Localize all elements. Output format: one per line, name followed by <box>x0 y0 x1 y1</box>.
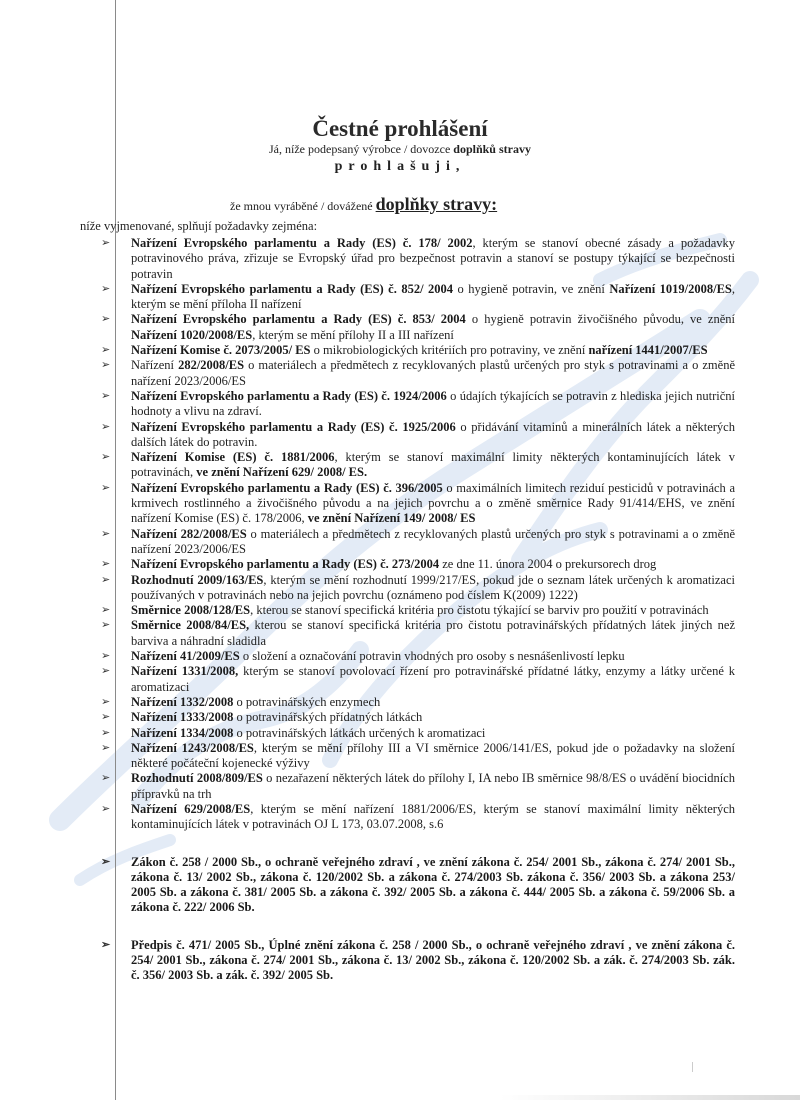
regulation-item <box>0 481 800 527</box>
arrowhead-bullet-icon: ➢ <box>101 451 111 464</box>
scan-edge-shadow <box>500 1095 800 1100</box>
arrowhead-bullet-icon: ➢ <box>101 650 111 663</box>
regulation-item <box>0 420 800 451</box>
item-text: o ochraně veřejného zdraví , ve znění <box>261 854 472 869</box>
item-text: o maximálních limitech reziduí pesticidů v potravinách a krmivech rostlinného a živočišného původu a na jejich povrchu a o změně směrnice Rady 91/414/EHS, ve znění nařízení Komise (ES) č. 178/2006, <box>131 480 735 526</box>
regulation-item <box>0 527 800 558</box>
item-bold-text: Nařízení Evropského parlamentu a Rady (ES) č. 1924/2006 <box>131 388 447 403</box>
regulation-item <box>0 389 800 420</box>
regulation-item <box>0 664 800 695</box>
item-text: o nezařazení některých látek do přílohy I, IA nebo IB směrnice 98/8/ES o uvádění biocidních přípravků na trh <box>131 771 735 801</box>
regulation-item <box>0 726 800 741</box>
arrowhead-bullet-icon: ➢ <box>101 741 111 754</box>
item-text: o hygieně potravin, ve znění <box>453 281 610 296</box>
item-text: o údajích týkajících se potravin z hlediska jejich nutriční hodnoty a vlivu na zdraví. <box>131 388 735 419</box>
arrowhead-bullet-icon: ➢ <box>101 313 111 326</box>
arrowhead-bullet-icon: ➢ <box>101 344 111 357</box>
regulation-item <box>0 573 800 604</box>
arrowhead-bullet-icon: ➢ <box>101 604 111 617</box>
item-bold-text: Nařízení 629/2008/ES <box>131 801 251 816</box>
item-text: kterým se stanoví povolovací řízení pro potravinářské přídatné látky, enzymy a látky určené k aromatizaci <box>131 664 736 694</box>
law-item <box>0 855 800 916</box>
arrowhead-bullet-icon: ➢ <box>101 420 111 433</box>
regulation-item <box>0 771 800 802</box>
item-bold-text: Nařízení Evropského parlamentu a Rady (ES) č. 396/2005 <box>131 480 443 495</box>
item-text: , kterým se mění rozhodnutí 1999/217/ES, pokud jde o seznam látek určených k aromatizaci používaných v potravinách nebo na jejich povrchu (oznámeno pod číslem K(2009) 1222) <box>131 572 735 602</box>
item-bold-text-2: zákona č. 254/ 2001 Sb., zákona č. 274/ 2001 Sb., zákona č. 13/ 2002 Sb., zákona č. 120/2002 Sb. a zákona č. 274/2003 Sb. zákona č. 356/ 2003 Sb. a zákona 253/ 2005 Sb. a zákona č. 381/ 2005 Sb. a zákona č. 392/ 2005 Sb. a zákona č. 444/ 2005 Sb. a zákona č. 59/2006 Sb. a zákona č. 222/ 2006 Sb. <box>131 854 735 915</box>
item-bold-text: Směrnice 2008/84/ES, <box>131 618 250 633</box>
arrowhead-bullet-icon: ➢ <box>101 772 111 785</box>
item-bold-text: Nařízení 282/2008/ES <box>131 526 247 541</box>
item-bold-text-2: zákona č. 254/ 2001 Sb., zákona č. 274/ 2001 Sb., zákona č. 13/ 2002 Sb., zákona č. 120/2002 Sb. a zák. č. 274/2003 Sb. zák. č. 356/ 2003 Sb. a zák. č. 392/ 2005 Sb. <box>131 937 735 983</box>
arrowhead-bullet-icon: ➢ <box>101 527 111 540</box>
item-text: o potravinářských enzymech <box>233 694 381 709</box>
item-bold-text: Nařízení 1331/2008, <box>131 664 239 679</box>
regulation-item <box>0 695 800 710</box>
item-bold-text: Nařízení Evropského parlamentu a Rady (ES) č. 273/2004 <box>131 557 440 572</box>
products-statement-emphasis: doplňky stravy: <box>375 194 498 214</box>
item-bold-text: Nařízení Evropského parlamentu a Rady (ES) č. 852/ 2004 <box>131 281 454 296</box>
products-statement <box>230 194 497 215</box>
item-bold-text: Nařízení 1243/2008/ES <box>131 740 254 755</box>
regulation-item <box>0 343 800 358</box>
item-text: , kterou se stanoví specifická kritéria pro čistotu týkající se barviv pro použití v potravinách <box>250 603 709 618</box>
item-text: o materiálech a předmětech z recyklovaných plastů určených pro styk s potravinami a o změně nařízení 2023/2006/ES <box>131 526 735 556</box>
arrowhead-bullet-icon: ➢ <box>101 619 111 632</box>
item-text: , kterým se mění přílohy III a VI směrnice 2006/141/ES, pokud jde o požadavky na složení některé počáteční kojenecké výživy <box>131 740 735 771</box>
item-bold-text-2: Nařízení 1020/2008/ES <box>131 327 253 342</box>
page-title: Čestné prohlášení <box>312 116 488 141</box>
section-spacer <box>0 833 800 855</box>
item-bold-text: Nařízení 41/2009/ES <box>131 649 240 664</box>
regulation-item <box>0 741 800 772</box>
item-text: o ochraně veřejného zdraví , ve znění <box>471 937 685 952</box>
item-text: o přidávání vitaminů a minerálních látek a některých dalších látek do potravin. <box>131 419 735 449</box>
item-bold-text-2: Nařízení 1019/2008/ES <box>609 281 732 296</box>
item-text: o složení a označování potravin vhodných pro osoby s nesnášenlivostí lepku <box>239 649 625 664</box>
item-text-2: o materiálech a předmětech z recyklovaných plastů určených pro styk s potravinami a o změně nařízení 2023/2006/ES <box>131 358 735 388</box>
item-text: , kterým se stanoví maximální limity některých kontaminujících látek v potravinách, <box>131 450 735 480</box>
arrowhead-bullet-icon: ➢ <box>101 938 111 951</box>
regulation-item <box>0 603 800 618</box>
item-bold-text-2: ve znění Nařízení 629/ 2008/ ES. <box>196 465 368 480</box>
declaration-verb: prohlašuji, <box>334 159 466 174</box>
regulation-item <box>0 618 800 649</box>
regulation-item <box>0 312 800 343</box>
arrowhead-bullet-icon: ➢ <box>101 695 111 708</box>
arrowhead-bullet-icon: ➢ <box>101 573 111 586</box>
regulation-item <box>0 358 800 389</box>
section-spacer <box>0 916 800 938</box>
arrowhead-bullet-icon: ➢ <box>101 389 111 402</box>
item-text: , kterým se mění nařízení 1881/2006/ES, kterým se stanoví maximální limity některých kontaminujících látek v potravinách OJ L 173, 03.07.2008, s.6 <box>131 801 735 832</box>
item-bold-text-2: ve znění Nařízení 149/ 2008/ ES <box>307 511 476 526</box>
item-bold-text: Nařízení Evropského parlamentu a Rady (ES) č. 1925/2006 <box>131 419 456 434</box>
arrowhead-bullet-icon: ➢ <box>101 282 111 295</box>
arrowhead-bullet-icon: ➢ <box>101 711 111 724</box>
products-statement-text: že mnou vyráběné / dovážené <box>230 199 376 213</box>
arrowhead-bullet-icon: ➢ <box>101 237 111 249</box>
item-bold-text: Nařízení 1334/2008 <box>131 725 234 740</box>
item-bold-text-2: 282/2008/ES <box>178 358 245 373</box>
subtitle <box>0 142 800 157</box>
item-text-2: , kterým se mění přílohy II a III nařízení <box>252 327 454 342</box>
regulation-item <box>0 710 800 725</box>
regulation-item <box>0 649 800 664</box>
regulation-item <box>0 236 800 282</box>
subtitle-text: Já, níže podepsaný výrobce / dovozce <box>269 142 454 156</box>
item-text: Nařízení <box>131 358 179 373</box>
scan-mark <box>692 1062 693 1072</box>
arrowhead-bullet-icon: ➢ <box>101 802 111 815</box>
arrowhead-bullet-icon: ➢ <box>101 855 111 868</box>
item-text: ze dne 11. února 2004 o prekursorech drog <box>439 557 657 572</box>
item-bold-text: Nařízení Evropského parlamentu a Rady (ES) č. 178/ 2002 <box>131 236 473 250</box>
regulation-item <box>0 802 800 833</box>
item-text: kterou se stanoví specifická kritéria pro čistotu potravinářských přídatných látek jiných než barviva a náhradní sladidla <box>131 618 735 648</box>
regulation-item <box>0 282 800 313</box>
item-text: o potravinářských látkách určených k aromatizaci <box>233 725 486 740</box>
item-bold-text: Nařízení Komise (ES) č. 1881/2006 <box>131 450 335 465</box>
regulations-list <box>0 236 800 984</box>
item-text: o hygieně potravin živočišného původu, ve znění <box>465 312 735 327</box>
arrowhead-bullet-icon: ➢ <box>101 726 111 739</box>
item-bold-text: Nařízení Komise č. 2073/2005/ ES <box>131 343 311 358</box>
regulation-item <box>0 450 800 481</box>
item-bold-text: Rozhodnutí 2008/809/ES <box>131 771 263 786</box>
item-bold-text: Rozhodnutí 2009/163/ES <box>131 572 264 587</box>
item-text: o potravinářských přídatných látkách <box>233 710 423 725</box>
item-bold-text: Předpis č. 471/ 2005 Sb., Úplné znění zákona č. 258 / 2000 Sb., <box>131 937 472 952</box>
arrowhead-bullet-icon: ➢ <box>101 359 111 372</box>
item-bold-text: Směrnice 2008/128/ES <box>131 603 251 618</box>
item-bold-text: Nařízení Evropského parlamentu a Rady (ES) č. 853/ 2004 <box>131 312 466 327</box>
law-item <box>0 938 800 984</box>
arrowhead-bullet-icon: ➢ <box>101 558 111 571</box>
item-bold-text: Nařízení 1333/2008 <box>131 710 234 725</box>
requirements-intro: níže vyjmenované, splňují požadavky zejména: <box>80 219 318 233</box>
item-bold-text-2: nařízení 1441/2007/ES <box>588 343 708 358</box>
item-text: o mikrobiologických kritériích pro potraviny, ve znění <box>310 343 589 358</box>
arrowhead-bullet-icon: ➢ <box>101 665 111 678</box>
item-bold-text: Zákon č. 258 / 2000 Sb., <box>131 854 262 869</box>
item-text: , kterým se stanoví obecné zásady a požadavky potravinového práva, zřizuje se Evropský úřad pro bezpečnost potravin a stanoví se postupy týkající se bezpečnosti potravin <box>131 236 735 281</box>
subtitle-emphasis: doplňků stravy <box>453 142 531 156</box>
item-text-2: , kterým se mění příloha II nařízení <box>131 281 735 312</box>
item-bold-text: Nařízení 1332/2008 <box>131 694 234 709</box>
arrowhead-bullet-icon: ➢ <box>101 481 111 494</box>
regulation-item <box>0 557 800 572</box>
